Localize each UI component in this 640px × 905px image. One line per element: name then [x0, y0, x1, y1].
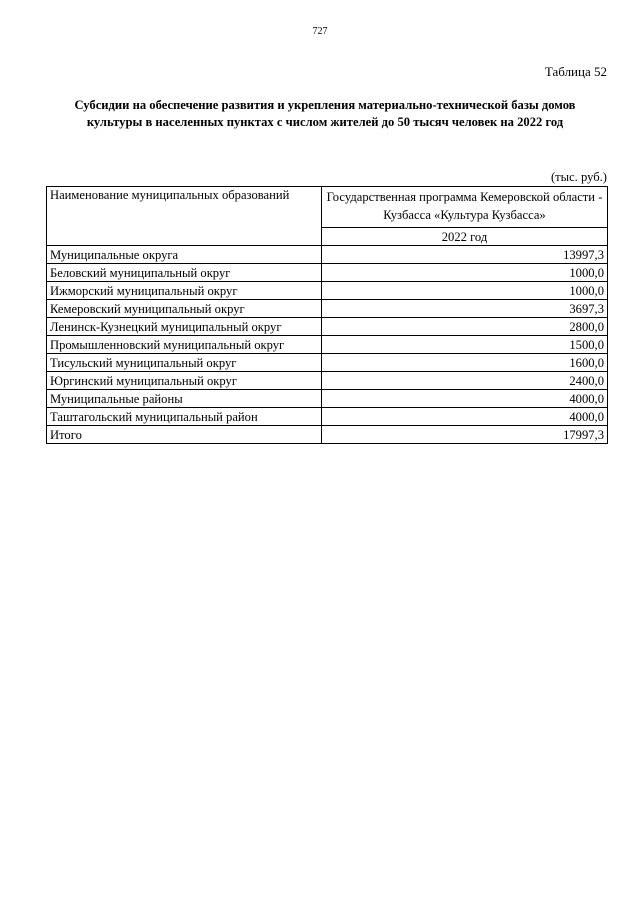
row-name: Беловский муниципальный округ: [47, 264, 322, 282]
row-name: Итого: [47, 426, 322, 444]
table-row: [47, 372, 608, 390]
page-number: 727: [312, 26, 328, 37]
row-name: Кемеровский муниципальный округ: [47, 300, 322, 318]
row-name: Таштагольский муниципальный район: [47, 408, 322, 426]
table-row: [47, 318, 608, 336]
table-row: [47, 426, 608, 444]
row-value: 4000,0: [322, 390, 608, 408]
row-name: Тисульский муниципальный округ: [47, 354, 322, 372]
header-program-column: Государственная программа Кемеровской области - Кузбасса «Культура Кузбасса»: [322, 187, 608, 228]
subsidies-table: [46, 186, 608, 444]
table-label: Таблица 52: [544, 64, 607, 79]
table-header-row: [47, 187, 608, 228]
row-name: Муниципальные районы: [47, 390, 322, 408]
table-row: [47, 300, 608, 318]
row-value: 2800,0: [322, 318, 608, 336]
table-row: [47, 282, 608, 300]
row-value: 1500,0: [322, 336, 608, 354]
row-value: 3697,3: [322, 300, 608, 318]
row-name: Ижморский муниципальный округ: [47, 282, 322, 300]
row-name: Муниципальные округа: [47, 246, 322, 264]
header-name-column: Наименование муниципальных образований: [47, 187, 322, 246]
row-value: 17997,3: [322, 426, 608, 444]
row-value: 1000,0: [322, 282, 608, 300]
table-row: [47, 264, 608, 282]
title-line-1: Субсидии на обеспечение развития и укрепления материально-технической базы домов: [74, 98, 576, 112]
table-row: [47, 354, 608, 372]
row-value: 1000,0: [322, 264, 608, 282]
units-label: (тыс. руб.): [550, 170, 607, 184]
table-row: [47, 408, 608, 426]
row-value: 2400,0: [322, 372, 608, 390]
row-value: 13997,3: [322, 246, 608, 264]
table-row: [47, 336, 608, 354]
table-row: [47, 246, 608, 264]
row-name: Промышленновский муниципальный округ: [47, 336, 322, 354]
table-row: [47, 390, 608, 408]
row-name: Юргинский муниципальный округ: [47, 372, 322, 390]
document-title: [34, 97, 616, 131]
row-name: Ленинск-Кузнецкий муниципальный округ: [47, 318, 322, 336]
header-year-column: 2022 год: [322, 228, 608, 246]
row-value: 1600,0: [322, 354, 608, 372]
row-value: 4000,0: [322, 408, 608, 426]
title-line-2: культуры в населенных пунктах с числом жителей до 50 тысяч человек на 2022 год: [86, 115, 564, 129]
